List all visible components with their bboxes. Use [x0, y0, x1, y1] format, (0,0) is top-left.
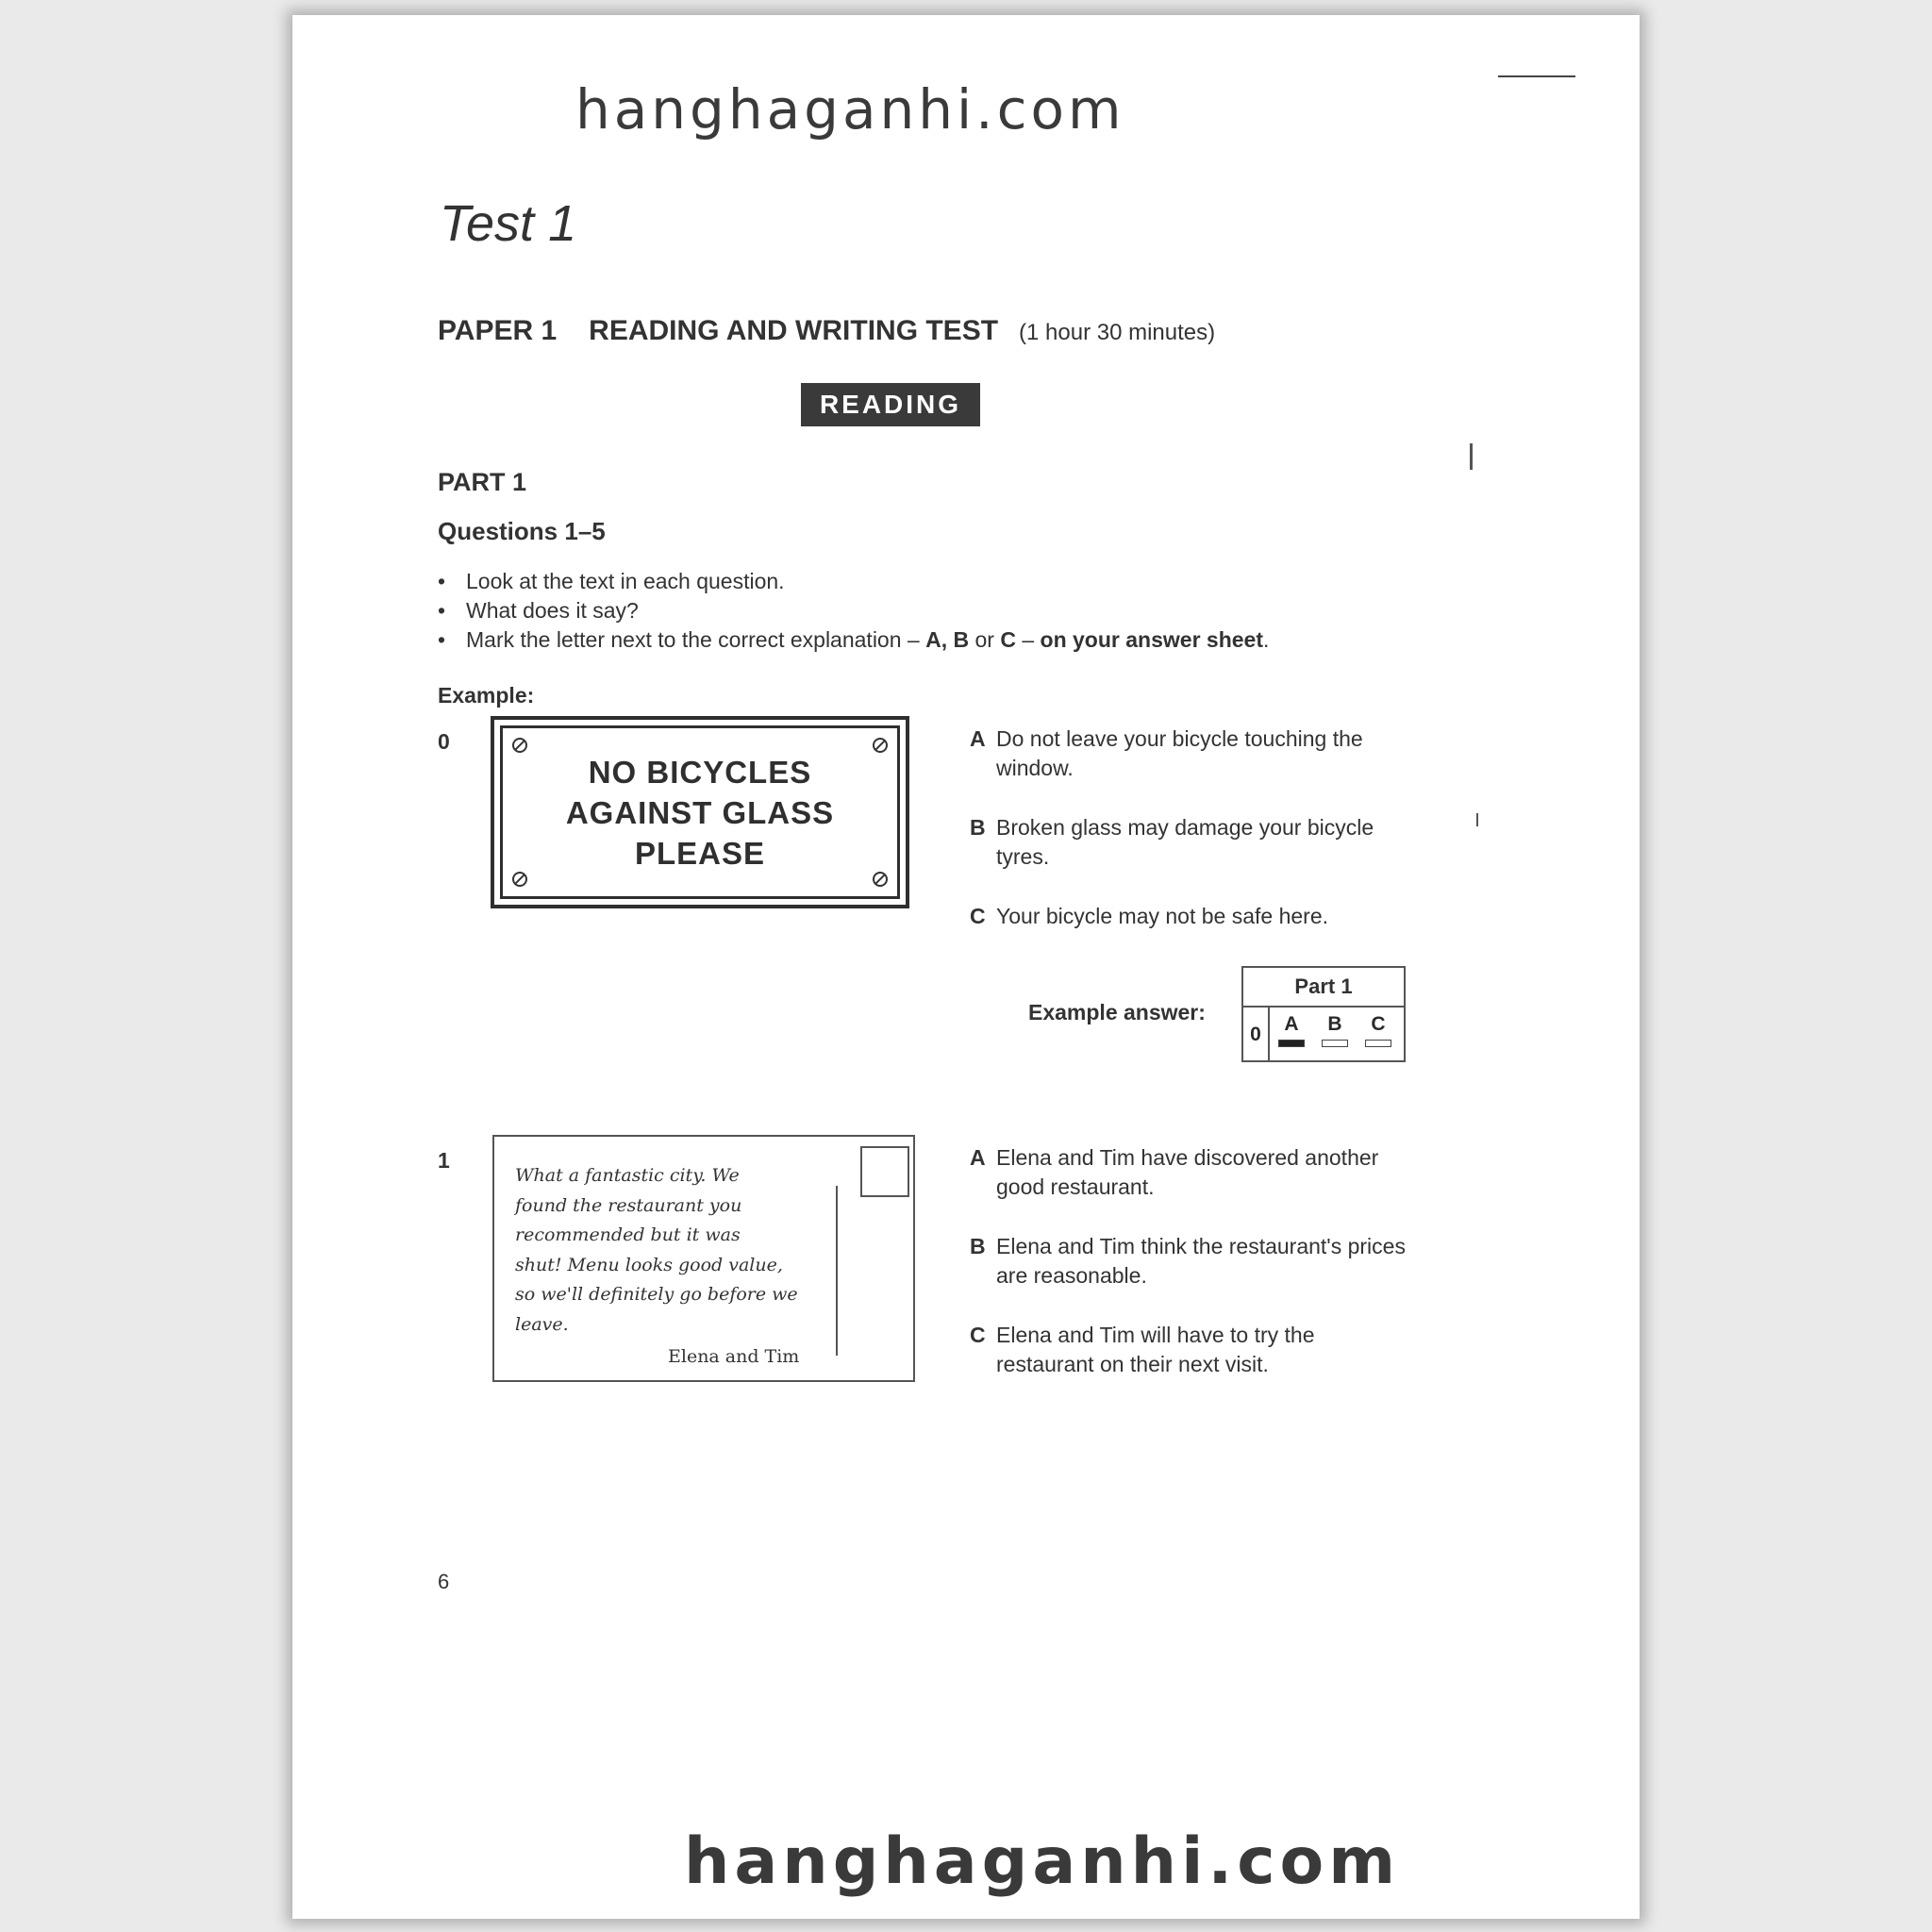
page-number: 6 — [438, 1570, 450, 1593]
sign-text — [566, 752, 834, 874]
example-label: Example: — [438, 683, 535, 708]
paper-label: PAPER 1 — [438, 315, 558, 346]
instruction-item: • Look at the text in each question. — [438, 567, 1269, 596]
option-text: Elena and Tim think the restaurant's prices are reasonable. — [996, 1234, 1406, 1288]
paper-duration: (1 hour 30 minutes) — [1019, 320, 1216, 345]
section-badge: READING — [801, 383, 980, 426]
test-title: Test 1 — [440, 195, 577, 252]
example-option-c — [970, 902, 1411, 931]
postcard-stamp-box — [860, 1146, 909, 1197]
example-number: 0 — [438, 729, 450, 754]
postcard-message — [515, 1161, 817, 1340]
question1-option-c — [970, 1321, 1411, 1379]
postcard — [492, 1135, 915, 1382]
answer-option-c — [1364, 1013, 1392, 1047]
screw-icon — [512, 738, 527, 753]
watermark-bottom: hanghaganhi.com — [684, 1824, 1401, 1899]
watermark-top: hanghaganhi.com — [575, 77, 1125, 142]
option-letter: B — [970, 815, 986, 840]
screw-icon — [873, 872, 888, 887]
option-text: Do not leave your bicycle touching the window. — [996, 726, 1363, 780]
instruction-item: • Mark the letter next to the correct explanation – A, B or C – on your answer sheet. — [438, 625, 1269, 655]
part-title: PART 1 — [438, 468, 527, 496]
sign-line: PLEASE — [634, 835, 766, 871]
screw-icon — [512, 872, 527, 887]
option-text: Your bicycle may not be safe here. — [996, 904, 1329, 928]
postcard-line: recommended but it was — [515, 1224, 741, 1245]
question1-option-a — [970, 1143, 1411, 1202]
option-letter: C — [970, 1323, 986, 1347]
example-answer-sheet — [1241, 966, 1406, 1062]
option-text: Elena and Tim will have to try the restaurant on their next visit. — [996, 1323, 1315, 1376]
option-text: Elena and Tim have discovered another good restaurant. — [996, 1145, 1379, 1199]
option-letter: B — [970, 1234, 986, 1258]
example-answer-label: Example answer: — [1028, 1000, 1206, 1024]
scan-mark — [1476, 813, 1478, 826]
postcard-divider — [836, 1186, 838, 1356]
answer-mark-empty — [1365, 1040, 1391, 1047]
example-option-b — [970, 813, 1411, 872]
postcard-line: What a fantastic city. We — [515, 1165, 740, 1186]
answer-sheet-header: Part 1 — [1243, 968, 1404, 1008]
answer-option-a — [1277, 1013, 1306, 1047]
sign-line: NO BICYCLES — [588, 754, 812, 790]
postcard-line: so we'll definitely go before we — [515, 1284, 798, 1305]
answer-row-number: 0 — [1243, 1008, 1270, 1062]
scan-mark — [1470, 443, 1473, 470]
header-rule — [1498, 75, 1575, 77]
screw-icon — [873, 738, 888, 753]
postcard-signature: Elena and Tim — [668, 1346, 800, 1367]
answer-mark-empty — [1322, 1040, 1348, 1047]
postcard-line: found the restaurant you — [515, 1194, 742, 1216]
question-number: 1 — [438, 1148, 450, 1173]
answer-mark-filled — [1278, 1040, 1305, 1047]
document-page — [292, 15, 1640, 1919]
example-option-a — [970, 724, 1411, 783]
answer-letter: B — [1327, 1013, 1342, 1035]
option-letter: C — [970, 904, 986, 928]
answer-letter: A — [1284, 1013, 1299, 1035]
questions-range: Questions 1–5 — [438, 517, 606, 545]
example-sign — [491, 716, 909, 908]
option-letter: A — [970, 726, 986, 751]
option-letter: A — [970, 1145, 986, 1170]
instructions-list — [438, 567, 1269, 655]
sign-line: AGAINST GLASS — [565, 794, 835, 830]
paper-heading — [438, 315, 1215, 347]
paper-title: READING AND WRITING TEST — [589, 315, 999, 346]
instruction-item: • What does it say? — [438, 596, 1269, 625]
postcard-line: shut! Menu looks good value, — [515, 1254, 783, 1275]
answer-letter: C — [1371, 1013, 1386, 1035]
question1-option-b — [970, 1232, 1411, 1291]
postcard-line: leave. — [515, 1313, 569, 1335]
option-text: Broken glass may damage your bicycle tyres. — [996, 815, 1374, 869]
answer-option-b — [1321, 1013, 1349, 1047]
